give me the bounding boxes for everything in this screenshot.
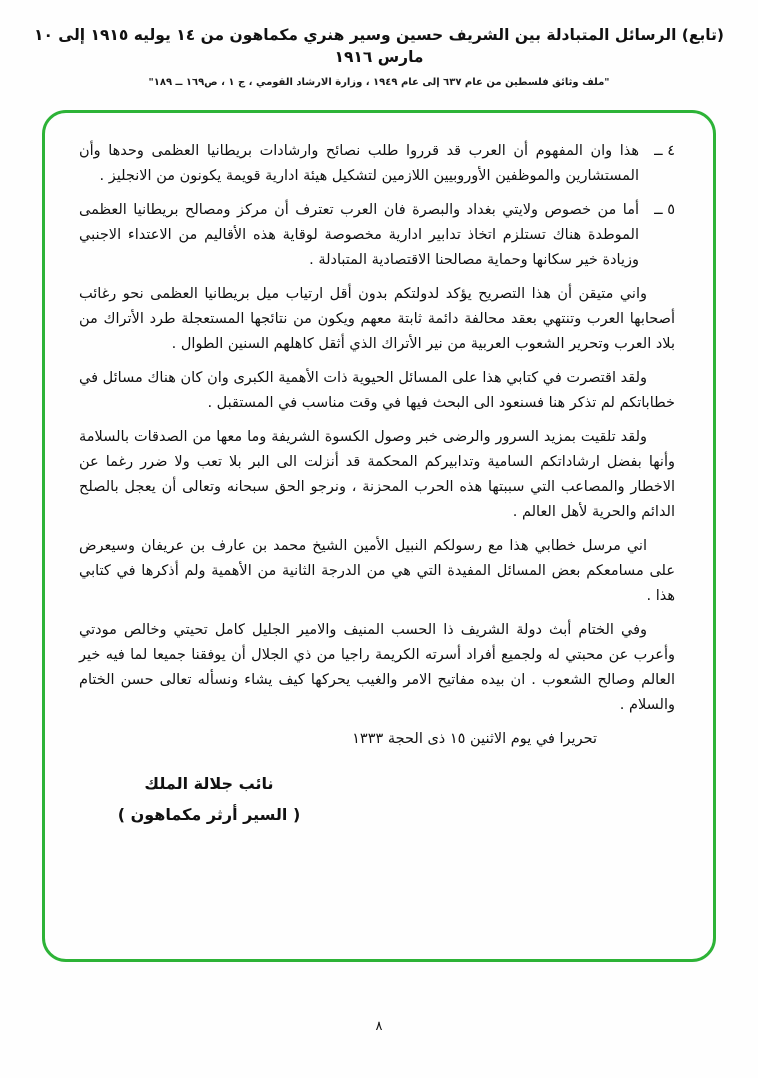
letter-frame — [42, 110, 716, 962]
paragraph: ولقد اقتصرت في كتابي هذا على المسائل الحيوية ذات الأهمية الكبرى وان كان هناك مسائل في خطاباتكم لم تذكر هنا فسنعود الى البحث فيها في وقت مناسب في المستقبل . — [79, 370, 675, 411]
list-item-5 — [79, 198, 675, 273]
document-header — [0, 0, 758, 88]
header-title: (تابع) الرسائل المتبادلة بين الشريف حسين وسير هنري مكماهون من ١٤ يوليه ١٩١٥ إلى ١٠ مارس ١٩١٦ — [33, 26, 724, 66]
list-item-4-text: هذا وان المفهوم أن العرب قد قرروا طلب نصائح وارشادات بريطانيا العظمى وحدها وأن المستشارين والموظفين الأوروبيين اللازمين لتشكيل هيئة ادارية قويمة يكونون من الانجليز . — [79, 143, 639, 184]
list-item-5-number: ٥ ــ — [654, 202, 675, 218]
signature-block — [109, 768, 309, 830]
paragraph: ولقد تلقيت بمزيد السرور والرضى خبر وصول الكسوة الشريفة وما معها من الصدقات بالسلامة وأنها بفضل ارشاداتكم السامية وتدابيركم المحكمة قد أنزلت الى البر بلا تعب ولا ضرر رغما عن الاخطار والمصاعب التي سببتها هذه الحرب المحزنة ، ونرجو الحق سبحانه وتعالى أن يعجل بالصلح الدائم والحرية لأهل العالم . — [79, 429, 675, 520]
list-item-5-text: أما من خصوص ولايتي بغداد والبصرة فان العرب تعترف أن مركز ومصالح بريطانيا العظمى الموطدة هناك تستلزم اتخاذ تدابير ادارية مخصوصة لوقاية هذه الأقاليم من الاعتداء الاجنبي وزيادة خير سكانها وحماية مصالحنا الاقتصادية المتبادلة . — [79, 202, 639, 268]
list-item-4 — [79, 139, 675, 189]
paragraph: اني مرسل خطابي هذا مع رسولكم النبيل الأمين الشيخ محمد بن عارف بن عريفان وسيعرض على مسامعكم بعض المسائل المفيدة التي هي من الدرجة الثانية من الأهمية ولم أذكرها في كتابي هذا . — [79, 538, 675, 604]
letter-body — [79, 139, 675, 830]
paragraph: وفي الختام أبث دولة الشريف ذا الحسب المنيف والامير الجليل كامل تحيتي وخالص مودتي وأعرب عن محبتي له ولجميع أفراد أسرته الكريمة راجيا من ذي الجلال أن يوفقنا جميعا لما فيه خير العالم وصالح الشعوب . ان بيده مفاتيح الامر والغيب يحركها كيف يشاء ونسأله تعالى حسن الختام والسلام . — [79, 622, 675, 713]
signature-name: ( السير أرثر مكماهون ) — [117, 805, 301, 824]
date-line: تحريرا في يوم الاثنين ١٥ ذى الحجة ١٣٣٣ — [352, 731, 597, 747]
header-citation: "ملف وثائق فلسطين من عام ٦٣٧ إلى عام ١٩٤٩ ، وزارة الارشاد القومي ، ج ١ ، ص١٦٩ ــ ١٨٩" — [148, 77, 610, 88]
list-item-4-number: ٤ ــ — [654, 143, 675, 159]
paragraph: واني متيقن أن هذا التصريح يؤكد لدولتكم بدون أقل ارتياب ميل بريطانيا العظمى نحو رغائب أصحابها العرب وتنتهي بعقد محالفة دائمة ثابتة معهم ويكون من نتائجها المستعجلة طرد الأتراك من بلاد العرب وتحرير الشعوب العربية من نير الأتراك الذي أثقل كاهلهم السنين الطوال . — [79, 286, 675, 352]
page-number: ٨ — [375, 1019, 383, 1034]
signature-title: نائب جلالة الملك — [144, 774, 274, 793]
